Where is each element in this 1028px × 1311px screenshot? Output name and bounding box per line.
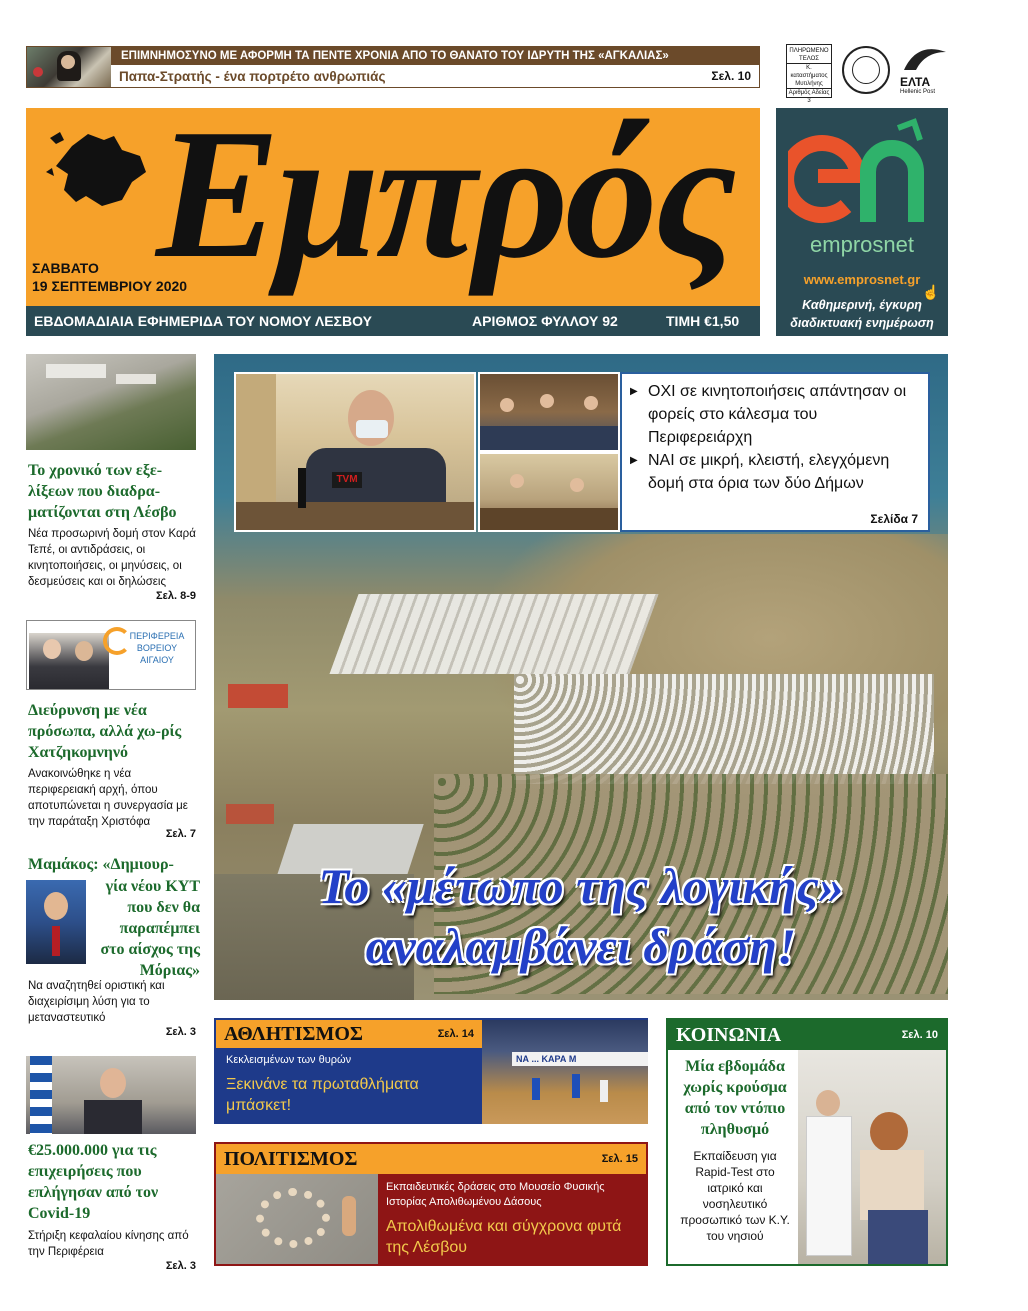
- sports-kicker: Κεκλεισμένων των θυρών: [226, 1054, 352, 1066]
- society-box[interactable]: [666, 1018, 948, 1266]
- main-story-bullets-box: [620, 372, 930, 532]
- emprosnet-url[interactable]: www.emprosnet.gr: [803, 272, 921, 287]
- sidebar-story2-headline[interactable]: Διεύρυνση με νέα πρόσωπα, αλλά χω-ρίς Χατζηκομνηνό: [28, 702, 182, 761]
- masthead: [26, 91, 760, 306]
- mamakos-photo: [26, 880, 86, 964]
- rapid-test-training-photo: [798, 1050, 946, 1264]
- elta-text: ΕΛΤΑ: [900, 75, 931, 89]
- shells-art-photo: [216, 1174, 378, 1264]
- sidebar-story3-page: Σελ. 3: [165, 1026, 196, 1038]
- lesvos-island-icon: [42, 126, 162, 216]
- basketball-game-photo: [482, 1020, 648, 1124]
- masthead-title: Εμπρός: [156, 91, 733, 297]
- stamp-line: ΠΛΗΡΩΜΕΝΟ: [789, 48, 829, 54]
- elta-sub-text: Hellenic Post: [900, 89, 936, 95]
- culture-header: [216, 1144, 646, 1174]
- press-conference-photo: [234, 372, 476, 532]
- politicians-photo: [29, 633, 109, 689]
- stamp-line: Αριθμός Αδείας: [788, 90, 830, 96]
- masthead-day: ΣΑΒΒΑΤΟ: [32, 260, 99, 276]
- emprosnet-tagline-1: Καθημερινή, έγκυρη: [802, 298, 922, 312]
- sidebar-story3-body: Να αναζητηθεί οριστική και διαχειρίσιμη λύση για το μεταναστευτικό: [28, 980, 165, 1024]
- culture-headline: Απολιθωμένα και σύγχρονα φυτά της Λέσβου: [386, 1218, 622, 1256]
- seal-icon: [842, 46, 890, 94]
- bullet-arrow-icon: ▶: [630, 455, 638, 466]
- culture-section: ΠΟΛΙΤΙΣΜΟΣ: [224, 1148, 358, 1170]
- sidebar-story3-headline-top[interactable]: Μαμάκος: «Δημιουρ-: [28, 856, 174, 873]
- top-banner-headline: Παπα-Στρατής - ένα πορτρέτο ανθρωπιάς: [119, 69, 386, 84]
- society-body: Εκπαίδευση για Rapid-Test στο ιατρικό και νοσηλευτικό προσωπικό των Κ.Υ. του νησιού: [680, 1149, 790, 1243]
- culture-page: Σελ. 15: [601, 1153, 638, 1165]
- culture-kicker: Εκπαιδευτικές δράσεις στο Μουσείο Φυσικής Ιστορίας Απολιθωμένου Δάσους: [386, 1181, 605, 1208]
- main-story-page: Σελίδα 7: [870, 512, 918, 526]
- masthead-subtitle: ΕΒΔΟΜΑΔΙΑΙΑ ΕΦΗΜΕΡΙΔΑ ΤΟΥ ΝΟΜΟΥ ΛΕΣΒΟΥ: [34, 313, 372, 329]
- culture-text-panel: [378, 1174, 646, 1264]
- main-story-bullet-2[interactable]: [630, 449, 920, 495]
- sports-section: ΑΘΛΗΤΙΣΜΟΣ: [224, 1023, 363, 1045]
- region-logo-line3: ΑΙΓΑΙΟΥ: [140, 655, 174, 665]
- postage-stamp: [786, 44, 832, 104]
- elta-logo: [900, 44, 950, 98]
- society-headline: Μία εβδομάδα χωρίς κρούσμα από τον ντόπιο πληθυσμό: [683, 1058, 787, 1138]
- sidebar-story4-body: Στήριξη κεφαλαίου κίνησης από την Περιφέρεια: [28, 1230, 189, 1258]
- society-page: Σελ. 10: [901, 1029, 938, 1041]
- sidebar-story2-body: Ανακοινώθηκε η νέα περιφερειακή αρχή, όπου αποτυπώνεται η συνεργασία με την παράταξη Χριστόφα: [28, 768, 188, 828]
- region-logo-line2: ΒΟΡΕΙΟΥ: [136, 643, 178, 653]
- society-section: ΚΟΙΝΩΝΙΑ: [676, 1024, 782, 1046]
- sidebar-story3-headline-side[interactable]: γία νέου ΚΥΤ που δεν θα παραπέμπει στο αίσχος της Μόριας»: [100, 878, 200, 979]
- meeting-photo-1: [478, 372, 620, 452]
- tvm-mic-label: TVM: [332, 472, 362, 488]
- sidebar-story1-body: Νέα προσωρινή δομή στον Καρά Τεπέ, οι αντιδράσεις, οι κινητοποιήσεις, οι μηνύσεις, οι δεσμεύσεις και οι δηλώσεις: [28, 528, 196, 588]
- emprosnet-ad[interactable]: [776, 108, 948, 336]
- main-story-bullet-1[interactable]: [630, 380, 920, 449]
- sports-header: [216, 1020, 482, 1048]
- elta-bird-icon: [900, 44, 950, 74]
- region-logo-line1: ΠΕΡΙΦΕΡΕΙΑ: [129, 631, 185, 641]
- sports-text-panel: [216, 1048, 482, 1124]
- refugee-camp-aerial-photo: [26, 354, 196, 450]
- stamp-line: 3: [807, 98, 811, 104]
- pointer-hand-icon: ☝: [922, 284, 940, 300]
- sports-box[interactable]: [214, 1018, 648, 1124]
- sports-arena-banner: ΝΑ ... ΚΑΡΑ Μ: [512, 1052, 648, 1066]
- masthead-date: 19 ΣΕΠΤΕΜΒΡΙΟΥ 2020: [32, 278, 188, 294]
- meeting-photo-2: [478, 452, 620, 532]
- papa-stratis-photo: [27, 47, 111, 87]
- sidebar-story4-page: Σελ. 3: [165, 1260, 196, 1272]
- bullet-text: ΟΧΙ σε κινητοποιήσεις απάντησαν οι φορείς στο κάλεσμα του Περιφερειάρχη: [648, 383, 907, 446]
- sports-page: Σελ. 14: [437, 1028, 474, 1040]
- main-headline-line1[interactable]: Το «μέτωπο της λογικής»: [318, 858, 844, 914]
- bullet-arrow-icon: ▶: [630, 386, 638, 397]
- top-banner-page: Σελ. 10: [711, 69, 751, 83]
- emprosnet-logo-icon: [788, 114, 938, 234]
- stamp-line: Κ. καταστήματος: [790, 65, 828, 79]
- sidebar-story1-page: Σελ. 8-9: [156, 590, 196, 602]
- masthead-price: ΤΙΜΗ €1,50: [666, 313, 740, 329]
- main-headline-line2[interactable]: αναλαμβάνει δράση!: [365, 918, 797, 974]
- masthead-bar: [26, 306, 760, 336]
- emprosnet-brand: emprosnet: [810, 232, 914, 257]
- sidebar-story2-page: Σελ. 7: [165, 828, 196, 840]
- masthead-issue: ΑΡΙΘΜΟΣ ΦΥΛΛΟΥ 92: [472, 313, 618, 329]
- culture-box[interactable]: [214, 1142, 648, 1266]
- emprosnet-tagline-2: διαδικτυακή ενημέρωση: [790, 316, 934, 330]
- society-header: [668, 1020, 946, 1050]
- stamp-line: Μυτιλήνης: [787, 80, 831, 89]
- official-portrait-photo: [26, 1056, 196, 1134]
- top-banner[interactable]: [26, 46, 760, 88]
- sports-headline: Ξεκινάνε τα πρωταθλήματα μπάσκετ!: [226, 1076, 419, 1114]
- sidebar-story4-headline[interactable]: €25.000.000 για τις επιχειρήσεις που επλήγησαν από τον Covid-19: [28, 1142, 159, 1222]
- region-logo-panel: [26, 620, 196, 690]
- sidebar-story1-headline[interactable]: Το χρονικό των εξε-λίξεων που διαδρα-ματίζονται στη Λέσβο: [28, 462, 177, 521]
- bullet-text: ΝΑΙ σε μικρή, κλειστή, ελεγχόμενη δομή στα όρια των δύο Δήμων: [648, 452, 890, 492]
- stamp-line: ΤΕΛΟΣ: [787, 55, 831, 64]
- top-banner-kicker: ΕΠΙΜΝΗΜΟΣΥΝΟ ΜΕ ΑΦΟΡΜΗ ΤΑ ΠΕΝΤΕ ΧΡΟΝΙΑ ΑΠΟ ΤΟ ΘΑΝΑΤΟ ΤΟΥ ΙΔΡΥΤΗ ΤΗΣ «ΑΓΚΑΛΙΑΣ»: [111, 47, 759, 65]
